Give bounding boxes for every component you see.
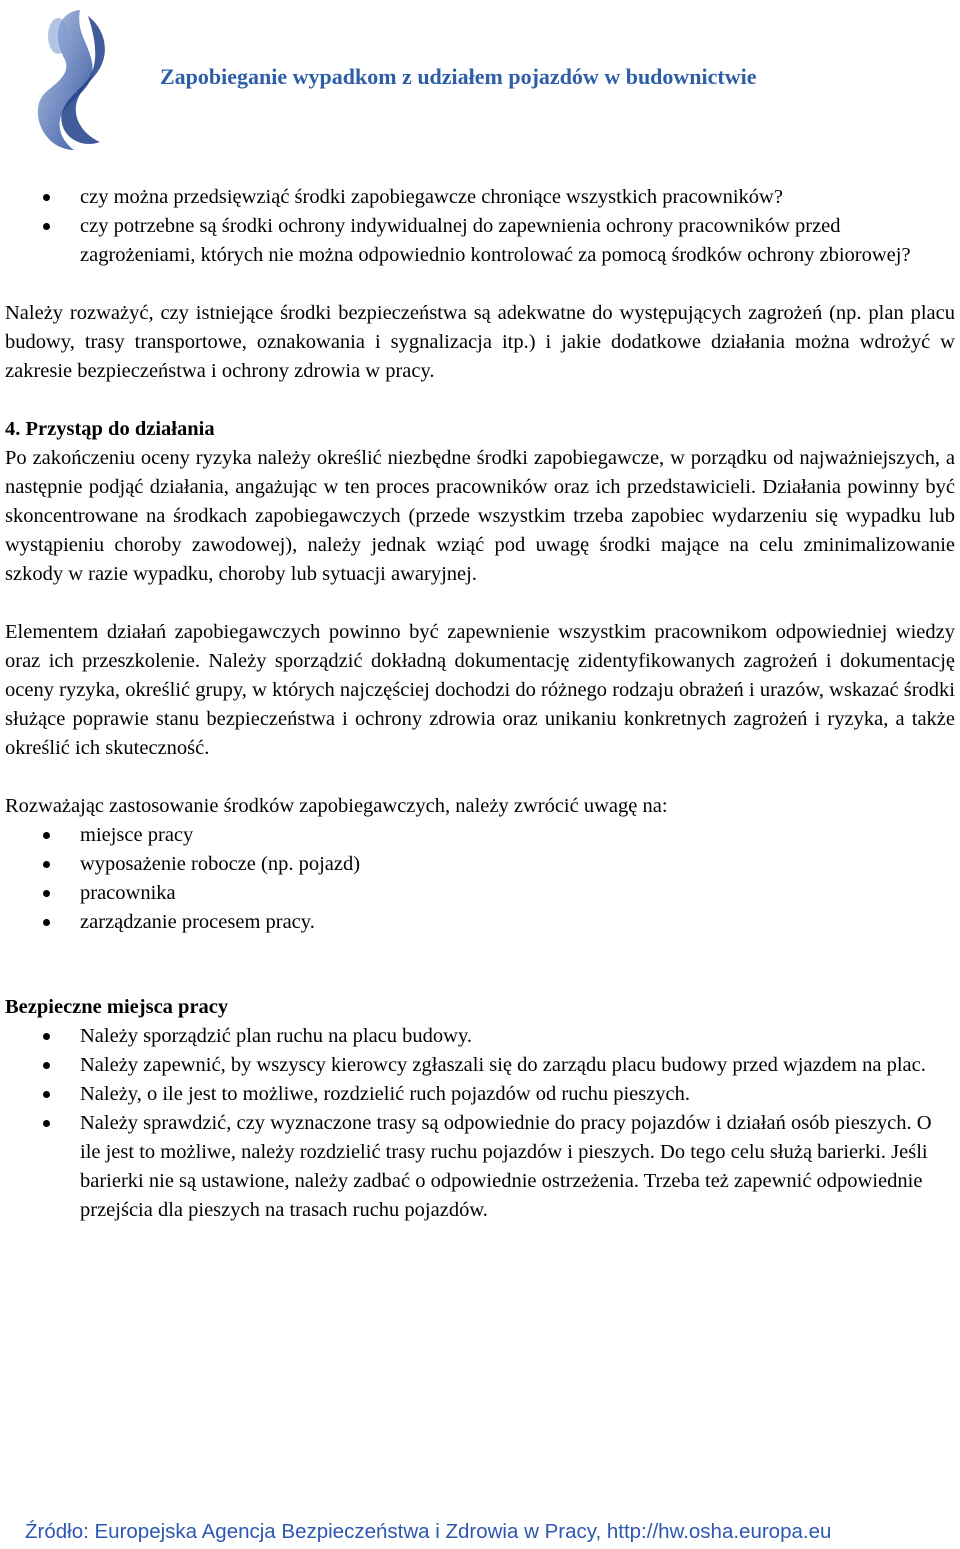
list-item: czy można przedsięwziąć środki zapobiegawcze chroniące wszystkich pracowników? — [5, 183, 955, 212]
agency-logo-icon — [18, 6, 128, 154]
paragraph-consider: Należy rozważyć, czy istniejące środki bezpieczeństwa są adekwatne do występujących zagrożeń (np. plan placu budowy, trasy transportowe, oznakowania i sygnalizacja itp.) i jakie dodatkowe działania można wdrożyć w zakresie bezpieczeństwa i ochrony zdrowia w pracy. — [5, 302, 955, 382]
list-item: miejsce pracy — [5, 821, 955, 850]
list-item: Należy, o ile jest to możliwe, rozdzielić ruch pojazdów od ruchu pieszych. — [5, 1080, 955, 1109]
header-title: Zapobieganie wypadkom z udziałem pojazdów w budownictwie — [160, 64, 757, 89]
list-item: pracownika — [5, 879, 955, 908]
paragraph: Po zakończeniu oceny ryzyka należy określić niezbędne środki zapobiegawcze, w porządku od najważniejszych, a następnie podjąć działania, angażując w ten proces pracowników oraz ich przedstawicieli. Działania powinny być skoncentrowane na środkach zapobiegawczych (przede wszystkim trzeba zapobiec wydarzeniu się wypadku lub wystąpieniu choroby zawodowej), należy jednak wziąć pod uwagę środki mające na celu zminimalizowanie szkody w razie wypadku, choroby lub sytuacji awaryjnej. — [5, 447, 955, 585]
paragraph: Rozważając zastosowanie środków zapobiegawczych, należy zwrócić uwagę na: — [5, 795, 668, 817]
bullet-list-measures — [5, 821, 955, 937]
list-item: Należy sporządzić plan ruchu na placu budowy. — [5, 1022, 955, 1051]
list-item: Należy sprawdzić, czy wyznaczone trasy są odpowiednie do pracy pojazdów i działań osób pieszych. O ile jest to możliwe, należy rozdzielić trasy ruchu pojazdów i pieszych. Do tego celu służą barierki. Jeśli barierki nie są ustawione, należy zadbać o odpowiednie ostrzeżenia. Trzeba też zapewnić odpowiednie przejścia dla pieszych na trasach ruchu pojazdów. — [5, 1109, 955, 1225]
paragraph: Elementem działań zapobiegawczych powinno być zapewnienie wszystkim pracownikom odpowiedniej wiedzy oraz ich przeszkolenie. Należy sporządzić dokładną dokumentację zidentyfikowanych zagrożeń i dokumentację oceny ryzyka, określić grupy, w których najczęściej dochodzi do różnego rodzaju obrażeń i urazów, wskazać środki służące poprawie stanu bezpieczeństwa i ochrony zdrowia oraz unikaniu konkretnych zagrożeń i ryzyka, a także określić ich skuteczność. — [5, 621, 955, 759]
list-item: czy potrzebne są środki ochrony indywidualnej do zapewnienia ochrony pracowników przed zagrożeniami, których nie można odpowiednio kontrolować za pomocą środków ochrony zbiorowej? — [5, 212, 955, 270]
bullet-list-top — [5, 183, 955, 270]
section-heading: 4. Przystąp do działania — [5, 418, 215, 440]
footer-source: Źródło: Europejska Agencja Bezpieczeństwa i Zdrowia w Pracy, http://hw.osha.europa.eu — [25, 1520, 832, 1543]
bullet-list-safe-workplace — [5, 1022, 955, 1225]
document-body — [5, 183, 955, 1225]
list-item: wyposażenie robocze (np. pojazd) — [5, 850, 955, 879]
section-heading: Bezpieczne miejsca pracy — [5, 996, 229, 1018]
list-item: zarządzanie procesem pracy. — [5, 908, 955, 937]
list-item: Należy zapewnić, by wszyscy kierowcy zgłaszali się do zarządu placu budowy przed wjazdem na plac. — [5, 1051, 955, 1080]
